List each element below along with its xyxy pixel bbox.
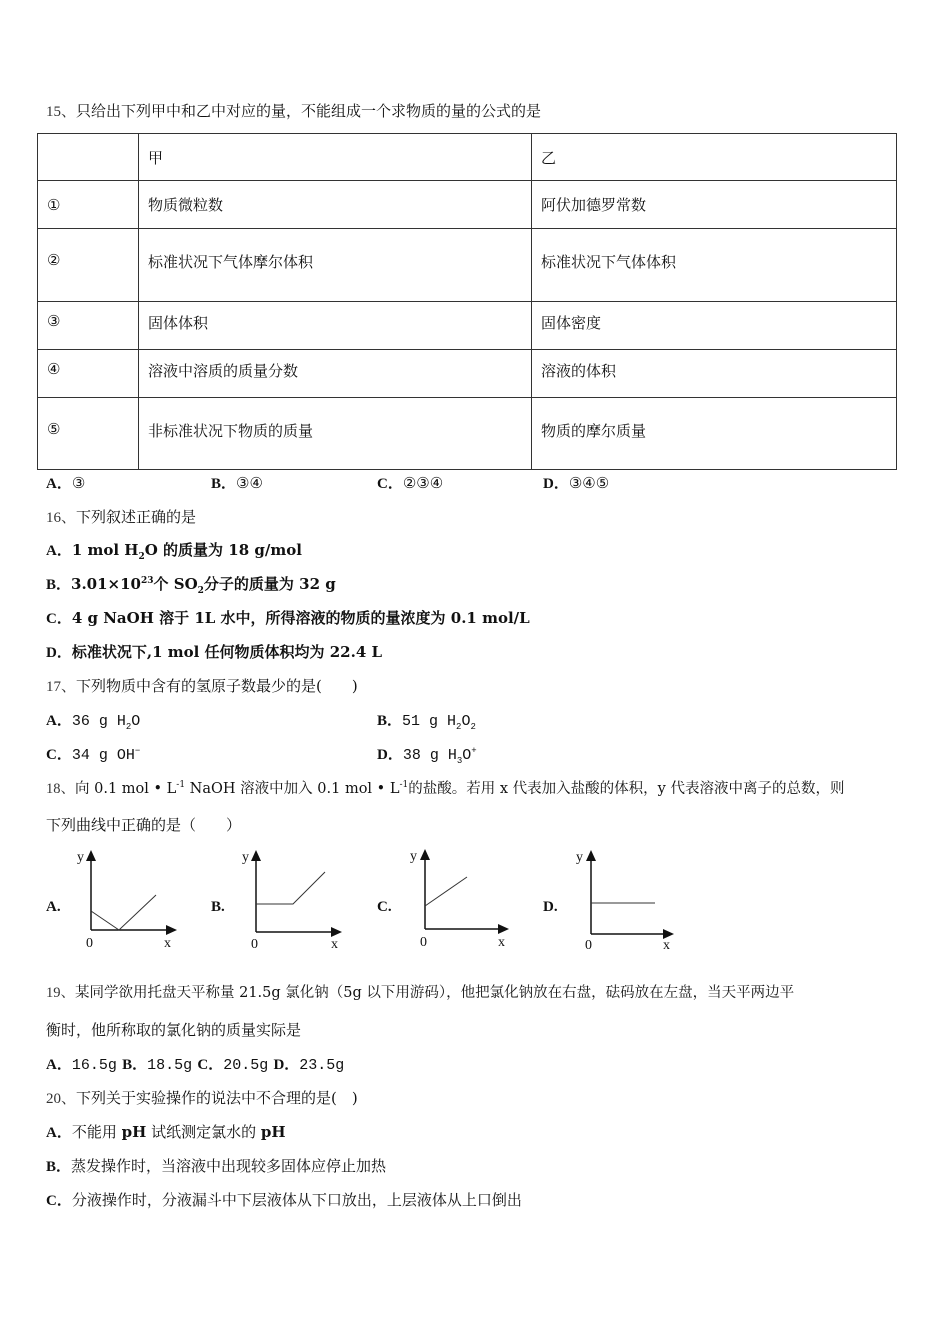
row-jia: 固体体积 xyxy=(139,302,532,350)
q18-option-d-label[interactable]: D. xyxy=(543,899,558,915)
q20-option-c[interactable]: C．分液操作时，分液漏斗中下层液体从下口放出，上层液体从上口倒出 xyxy=(46,1191,522,1209)
row-jia: 非标准状况下物质的质量 xyxy=(139,398,532,470)
q17-option-d[interactable]: D．38 g $H_3O^+$ xyxy=(377,746,477,766)
q17-option-c[interactable]: C．34 g OH− xyxy=(46,746,141,764)
q16-option-d[interactable]: D．标准状况下,1 mol 任何物质体积均为 22.4 L xyxy=(46,643,383,661)
q18-graph-a[interactable] xyxy=(70,845,190,955)
y-axis-label: y xyxy=(410,849,417,864)
origin-label: 0 xyxy=(585,938,592,953)
q15-option-d[interactable]: D．③④⑤ xyxy=(543,474,610,492)
question-18-stem-line2: 下列曲线中正确的是（ ） xyxy=(46,816,242,834)
q15-option-a[interactable]: A．③ xyxy=(46,474,86,492)
q16-option-c[interactable]: C．4 g NaOH 溶于 1L 水中，所得溶液的物质的量浓度为 0.1 mol/L xyxy=(46,609,530,627)
table-header-cell-jia: 甲 xyxy=(139,134,532,181)
q19-option-d[interactable]: D．23.5g xyxy=(273,1057,345,1074)
q18-option-b-label[interactable]: B. xyxy=(211,899,225,915)
y-axis-label: y xyxy=(77,850,84,865)
x-axis-label: x xyxy=(164,936,171,951)
row-id: ③ xyxy=(38,302,139,350)
table-row xyxy=(38,181,897,229)
row-yi: 溶液的体积 xyxy=(532,350,897,398)
table-row xyxy=(38,229,897,302)
question-16-stem: 16、下列叙述正确的是 xyxy=(46,508,197,526)
q18-graph-d[interactable] xyxy=(565,845,685,955)
table-header-row xyxy=(38,134,897,181)
table-row xyxy=(38,398,897,470)
row-id: ② xyxy=(38,229,139,302)
q15-option-c[interactable]: C．②③④ xyxy=(377,474,444,492)
q19-option-b[interactable]: B．18.5g xyxy=(122,1057,193,1074)
row-jia: 溶液中溶质的质量分数 xyxy=(139,350,532,398)
question-19-stem-line2: 衡时，他所称取的氯化钠的质量实际是 xyxy=(46,1021,302,1039)
question-20-stem: 20、下列关于实验操作的说法中不合理的是( ) xyxy=(46,1089,358,1107)
table-row xyxy=(38,350,897,398)
q17-option-a[interactable]: A．36 g $H_2O$ xyxy=(46,713,141,732)
row-id: ⑤ xyxy=(38,398,139,470)
row-jia: 标准状况下气体摩尔体积 xyxy=(139,229,532,302)
x-axis-label: x xyxy=(498,935,505,950)
q16-option-a[interactable]: A．1 mol $H_2O$ 的质量为 18 g/mol xyxy=(46,541,302,562)
table-header-cell-empty xyxy=(38,134,139,181)
q15-option-b[interactable]: B．③④ xyxy=(211,474,263,492)
q18-graph-b[interactable] xyxy=(235,845,355,955)
x-axis-label: x xyxy=(663,938,670,953)
row-yi: 物质的摩尔质量 xyxy=(532,398,897,470)
question-17-stem: 17、下列物质中含有的氢原子数最少的是( ) xyxy=(46,677,358,695)
question-15-table xyxy=(37,133,897,470)
x-axis-label: x xyxy=(331,937,338,952)
row-id: ④ xyxy=(38,350,139,398)
q17-option-b[interactable]: B．51 g $H_2O_2$ xyxy=(377,713,476,732)
y-axis-label: y xyxy=(242,850,249,865)
q19-options xyxy=(46,1054,344,1076)
row-yi: 阿伏加德罗常数 xyxy=(532,181,897,229)
table-row xyxy=(38,302,897,350)
origin-label: 0 xyxy=(86,936,93,951)
y-axis-label: y xyxy=(576,850,583,865)
question-15-stem: 15、只给出下列甲中和乙中对应的量，不能组成一个求物质的量的公式的是 xyxy=(46,102,542,120)
row-id: ① xyxy=(38,181,139,229)
question-18-stem-line1: 18、向 0.1 mol • $L^{-1}$ NaOH 溶液中加入 0.1 mol • $L^{-1}$的盐酸。若用 x 代表加入盐酸的体积，y 代表溶液中离子的总数，则 xyxy=(46,780,845,797)
origin-label: 0 xyxy=(251,937,258,952)
row-yi: 标准状况下气体体积 xyxy=(532,229,897,302)
table-header-cell-yi: 乙 xyxy=(532,134,897,181)
q18-option-c-label[interactable]: C. xyxy=(377,899,392,915)
row-yi: 固体密度 xyxy=(532,302,897,350)
q19-option-a[interactable]: A．16.5g xyxy=(46,1057,117,1074)
q20-option-a[interactable]: A．不能用 pH 试纸测定氯水的 pH xyxy=(46,1123,286,1141)
q16-option-b[interactable]: B．$3.01\times 10^{23}$个 $SO_2$分子的质量为 32 g xyxy=(46,575,336,596)
q20-option-b[interactable]: B．蒸发操作时，当溶液中出现较多固体应停止加热 xyxy=(46,1157,387,1175)
q18-option-a-label[interactable]: A. xyxy=(46,899,61,915)
row-jia: 物质微粒数 xyxy=(139,181,532,229)
question-19-stem-line1: 19、某同学欲用托盘天平称量 21.5g 氯化钠（5g 以下用游码），他把氯化钠放在右盘，砝码放在左盘，当天平两边平 xyxy=(46,985,795,1001)
q18-graph-c[interactable] xyxy=(400,840,520,955)
q19-option-c[interactable]: C．20.5g xyxy=(197,1057,269,1074)
origin-label: 0 xyxy=(420,935,427,950)
